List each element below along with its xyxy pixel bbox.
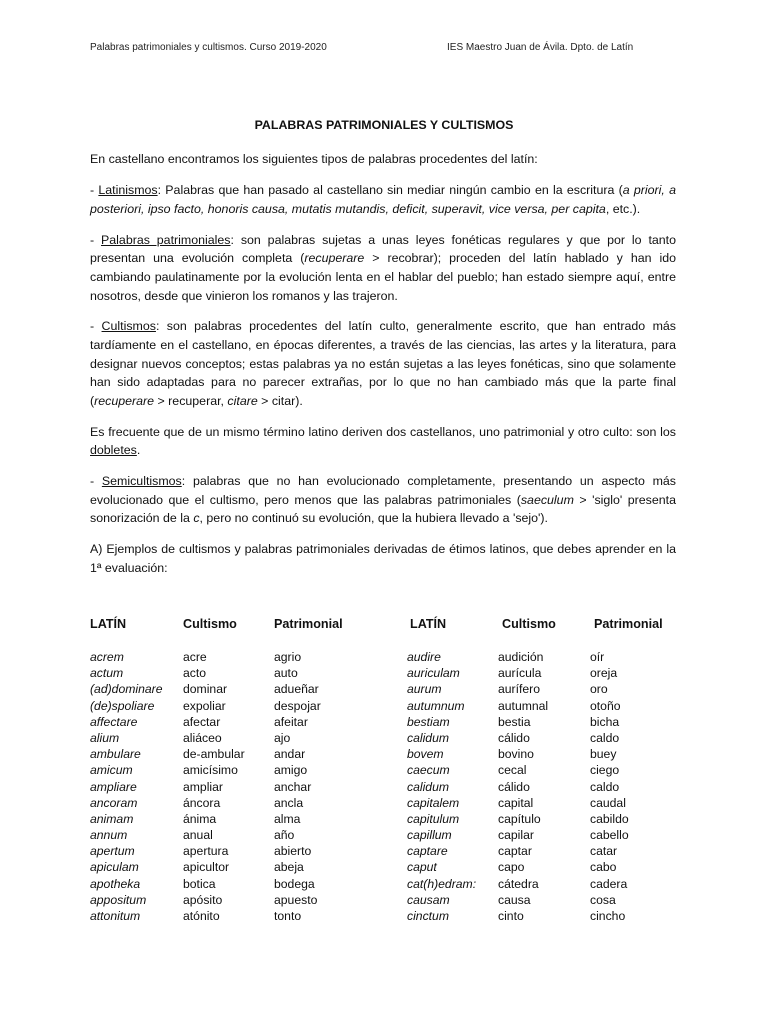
term-patrimoniales: Palabras patrimoniales	[101, 232, 231, 247]
latin-word: amicum	[90, 763, 133, 778]
table-row	[90, 666, 690, 682]
cultismo-word: apósito	[183, 892, 223, 907]
cultismo-word: amicísimo	[183, 763, 238, 778]
latin-word: causam	[407, 892, 450, 907]
patrimonial-word: cabildo	[590, 811, 629, 826]
latin-word: ambulare	[90, 747, 141, 762]
patrimonial-word: ciego	[590, 763, 620, 778]
table-body	[90, 650, 690, 925]
paragraph-text: : son palabras procedentes del latín culto, generalmente escrito, que han entrado más tardíamente en el castellano, en épocas diferentes, a través de las ciencias, las artes y la literatura, para designar nuevos conceptos; estas palabras ya no están sujetas a las leyes fonéticas, sino que solamente han sido adaptadas para no parecer extrañas, por lo que no han cambiado más que la parte final (	[90, 319, 677, 408]
dash: -	[90, 319, 102, 334]
latinismos-examples: a priori, a posteriori, ipso facto, honoris causa, mutatis mutandis, deficit, superavit, vice versa, per capita	[90, 183, 676, 216]
letter-example: c	[193, 511, 200, 526]
patrimonial-word: ancla	[274, 795, 304, 810]
latin-word: appositum	[90, 892, 147, 907]
word-table	[90, 617, 690, 925]
table-row	[90, 699, 690, 715]
cultismo-word: capilar	[498, 828, 534, 843]
latin-word: attonitum	[90, 909, 141, 923]
table-row	[90, 650, 690, 666]
cultismo-word: afectar	[183, 714, 221, 729]
patrimonial-word: cosa	[590, 892, 616, 907]
latin-word: alium	[90, 730, 120, 745]
paragraph-text: , pero no continuó su evolución, que la hubiera llevado a 'sejo').	[199, 511, 548, 526]
latin-word: ampliare	[90, 779, 137, 794]
patrimonial-word: catar	[590, 844, 618, 859]
semicultismos-paragraph	[90, 472, 676, 528]
paragraph-text: > recobrar); proceden del latín hablado y han ido cambiando paulatinamente por la evolución lenta en el hablar del pueblo; han estado siempre aquí, entre nosotros, desde que vinieron los romanos y las trajeron.	[90, 251, 676, 303]
cultismo-word: acre	[183, 650, 207, 664]
latin-word: capitalem	[407, 795, 460, 810]
latin-word: affectare	[90, 714, 138, 729]
patrimonial-word: abeja	[274, 860, 304, 875]
paragraph-text: : son palabras sujetas a unas leyes fonéticas regulares y que por lo tanto presentan una evolución completa (	[90, 232, 677, 266]
patrimonial-word: caldo	[590, 730, 620, 745]
cultismos-paragraph	[90, 317, 676, 410]
latin-word: captare	[407, 844, 448, 859]
intro-paragraph: En castellano encontramos los siguientes tipos de palabras procedentes del latín:	[90, 152, 538, 166]
latin-word: audire	[407, 650, 441, 664]
latin-word: calidum	[407, 730, 449, 745]
cultismo-word: audición	[498, 650, 544, 664]
table-row	[90, 715, 690, 731]
latin-word: cat(h)edram:	[407, 876, 477, 891]
latin-word: auriculam	[407, 666, 460, 681]
latin-word: (de)spoliare	[90, 698, 155, 713]
latin-example: recuperare	[304, 251, 365, 266]
latin-word: calidum	[407, 779, 449, 794]
patrimonial-word: adueñar	[274, 682, 319, 697]
cultismo-word: atónito	[183, 909, 220, 923]
patrimonial-word: buey	[590, 747, 617, 762]
latin-word: caecum	[407, 763, 450, 778]
paragraph-text: > citar).	[257, 393, 303, 408]
cultismo-word: cinto	[498, 909, 524, 923]
patrimonial-word: caldo	[590, 779, 620, 794]
term-semicultismos: Semicultismos	[101, 474, 182, 489]
cultismo-word: aliáceo	[183, 730, 222, 745]
patrimonial-word: apuesto	[274, 892, 318, 907]
cultismo-word: bovino	[498, 747, 534, 762]
paragraph-text: : palabras que no han evolucionado completamente, presentando un aspecto más evolucionado que el cultismo, pero menos que las palabras patrimoniales (	[90, 474, 676, 507]
header-latin: LATÍN	[410, 617, 447, 631]
cultismo-word: capo	[498, 860, 525, 875]
latin-word: bovem	[407, 747, 444, 762]
patrimonial-word: despojar	[274, 698, 321, 713]
patrimonial-word: amigo	[274, 763, 308, 778]
patrimonial-word: tonto	[274, 909, 302, 923]
latin-word: animam	[90, 811, 134, 826]
latin-word: acrem	[90, 650, 124, 664]
cultismo-word: anual	[183, 828, 213, 843]
header-cultismo: Cultismo	[502, 617, 556, 631]
document-title: PALABRAS PATRIMONIALES Y CULTISMOS	[254, 118, 514, 132]
table-row	[90, 828, 690, 844]
paragraph-text: : Palabras que han pasado al castellano sin mediar ningún cambio en la escritura (	[157, 183, 623, 198]
patrimonial-word: cadera	[590, 876, 628, 891]
patrimonial-word: ajo	[274, 730, 291, 745]
latin-word: capillum	[407, 828, 452, 843]
patrimonial-word: abierto	[274, 844, 312, 859]
latinismos-paragraph	[90, 181, 676, 218]
paragraph-text: > 'siglo' presenta sonorización de la	[90, 492, 676, 526]
latin-word: capitulum	[407, 811, 460, 826]
table-row	[90, 731, 690, 747]
paragraph-text: .	[136, 443, 141, 458]
dash: -	[90, 232, 102, 247]
table-row	[90, 909, 690, 925]
cultismo-word: expoliar	[183, 698, 226, 713]
cultismo-word: apertura	[183, 844, 229, 859]
cultismo-word: acto	[183, 666, 207, 681]
cultismo-word: bestia	[498, 714, 531, 729]
document-body	[90, 150, 676, 590]
latin-word: apotheka	[90, 876, 141, 891]
patrimonial-word: oreja	[590, 666, 618, 681]
cultismo-word: botica	[183, 876, 216, 891]
patrimonial-word: otoño	[590, 698, 621, 713]
latin-word: annum	[90, 828, 128, 843]
table-row	[90, 780, 690, 796]
header-left-text: Palabras patrimoniales y cultismos. Curso 2019-2020	[90, 42, 327, 53]
cultismo-word: de-ambular	[183, 747, 245, 762]
table-row	[90, 763, 690, 779]
table-row	[90, 812, 690, 828]
latin-word: actum	[90, 666, 124, 681]
patrimoniales-paragraph	[90, 231, 676, 305]
paragraph-text: , etc.).	[605, 201, 641, 216]
table-row	[90, 860, 690, 876]
cultismo-word: capital	[498, 795, 534, 810]
patrimonial-word: andar	[274, 747, 306, 762]
table-row	[90, 747, 690, 763]
cultismo-word: ampliar	[183, 779, 223, 794]
dash: -	[90, 183, 99, 198]
patrimonial-word: oro	[590, 682, 608, 697]
latin-example: citare	[227, 393, 258, 408]
patrimonial-word: bicha	[590, 714, 620, 729]
cultismo-word: captar	[498, 844, 532, 859]
patrimonial-word: año	[274, 828, 295, 843]
section-a-heading: A) Ejemplos de cultismos y palabras patrimoniales derivadas de étimos latinos, que debes aprender en la 1ª evaluación:	[90, 542, 676, 575]
latin-word: ancoram	[90, 795, 138, 810]
latin-word: autumnum	[407, 698, 465, 713]
table-row	[90, 682, 690, 698]
paragraph-text: Es frecuente que de un mismo término latino deriven dos castellanos, uno patrimonial y otro culto: son los	[90, 424, 676, 439]
header-right-text: IES Maestro Juan de Ávila. Dpto. de Latín	[447, 42, 634, 53]
dash: -	[90, 474, 102, 489]
patrimonial-word: agrio	[274, 650, 302, 664]
table-header	[90, 617, 690, 650]
latin-example: recuperare	[94, 393, 155, 408]
patrimonial-word: bodega	[274, 876, 315, 891]
patrimonial-word: cabello	[590, 828, 629, 843]
cultismo-word: cátedra	[498, 876, 539, 891]
patrimonial-word: afeitar	[274, 714, 308, 729]
header-latin: LATÍN	[90, 617, 127, 631]
latin-example: saeculum	[520, 492, 574, 507]
cultismo-word: apicultor	[183, 860, 230, 875]
cultismo-word: cálido	[498, 730, 530, 745]
table-row	[90, 893, 690, 909]
patrimonial-word: cincho	[590, 909, 626, 923]
cultismo-word: dominar	[183, 682, 228, 697]
latin-word: apertum	[90, 844, 135, 859]
table-row	[90, 844, 690, 860]
term-latinismos: Latinismos	[98, 183, 158, 198]
patrimonial-word: cabo	[590, 860, 617, 875]
latin-word: cinctum	[407, 909, 449, 923]
latin-word: (ad)dominare	[90, 682, 163, 697]
header-patrimonial: Patrimonial	[274, 617, 343, 631]
cultismo-word: aurífero	[498, 682, 541, 697]
cultismo-word: aurícula	[498, 666, 542, 681]
dobletes-paragraph	[90, 423, 676, 460]
patrimonial-word: caudal	[590, 795, 626, 810]
header-patrimonial: Patrimonial	[594, 617, 663, 631]
cultismo-word: capítulo	[498, 811, 541, 826]
patrimonial-word: alma	[274, 811, 301, 826]
latin-word: bestiam	[407, 714, 450, 729]
cultismo-word: autumnal	[498, 698, 549, 713]
table-row	[90, 796, 690, 812]
latin-word: aurum	[407, 682, 442, 697]
patrimonial-word: auto	[274, 666, 298, 681]
header-cultismo: Cultismo	[183, 617, 237, 631]
cultismo-word: ánima	[183, 811, 217, 826]
paragraph-text: > recuperar,	[154, 393, 228, 408]
patrimonial-word: anchar	[274, 779, 312, 794]
patrimonial-word: oír	[590, 650, 605, 664]
term-cultismos: Cultismos	[101, 319, 156, 334]
latin-word: caput	[407, 860, 437, 875]
term-dobletes: dobletes	[90, 443, 137, 458]
latin-word: apiculam	[90, 860, 139, 875]
cultismo-word: áncora	[183, 795, 221, 810]
cultismo-word: cecal	[498, 763, 527, 778]
cultismo-word: cálido	[498, 779, 530, 794]
table-row	[90, 877, 690, 893]
cultismo-word: causa	[498, 892, 531, 907]
